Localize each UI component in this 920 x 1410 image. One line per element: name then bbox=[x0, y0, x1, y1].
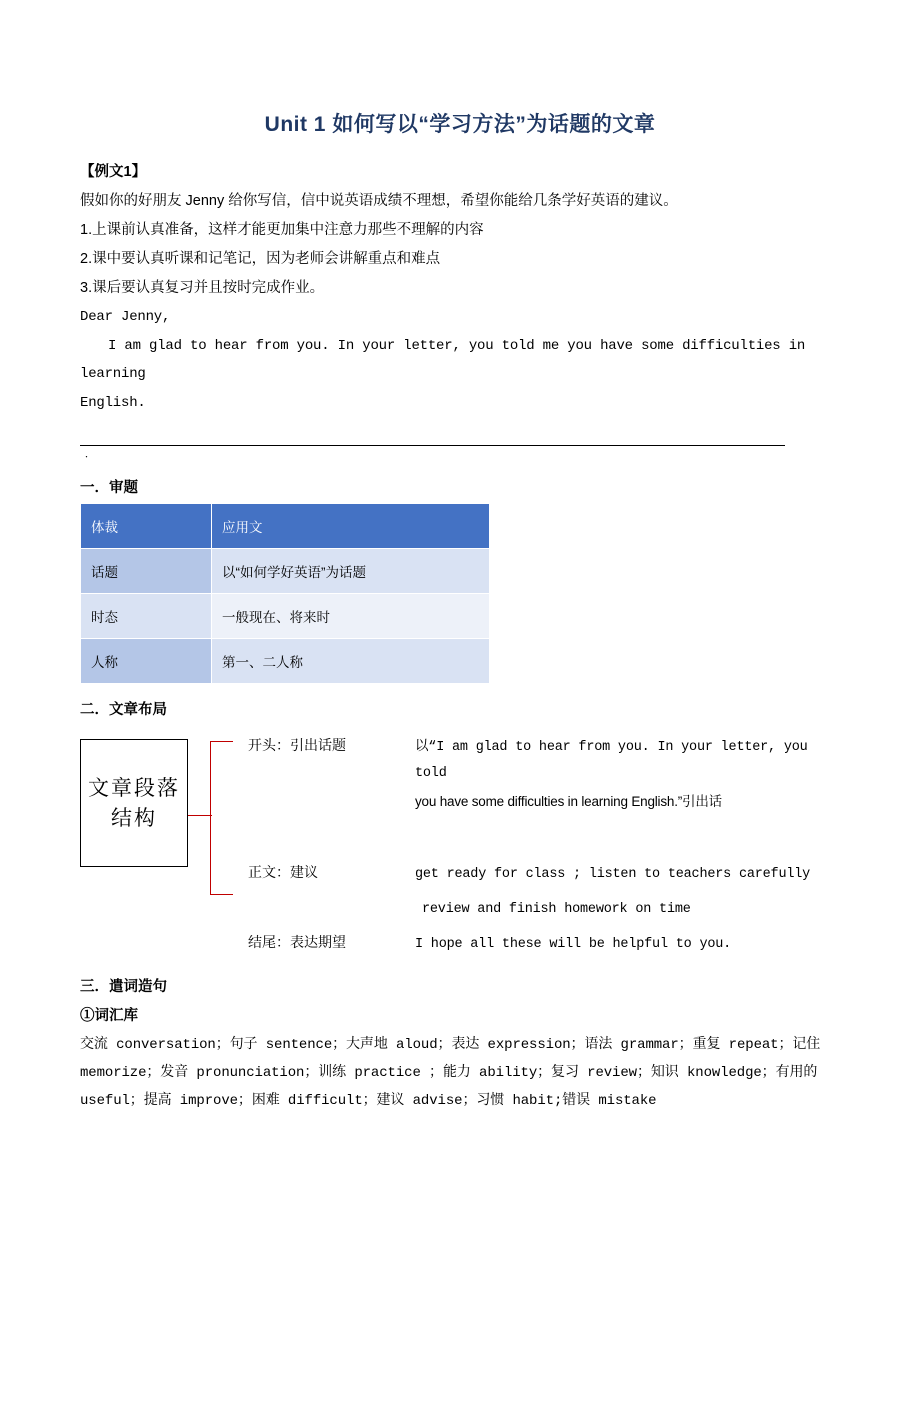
document-page bbox=[0, 108, 920, 1410]
section-two-heading: 二．文章布局 bbox=[80, 702, 167, 719]
table-cell-key: 人称 bbox=[81, 639, 212, 684]
structure-row-value-opening-1: 以“I am glad to hear from you. In your letter, you told bbox=[415, 740, 808, 781]
table-cell-key: 时态 bbox=[81, 594, 212, 639]
table-row bbox=[81, 549, 490, 594]
table-cell-value: 一般现在、将来时 bbox=[212, 594, 490, 639]
section-three-subheading: ①词汇库 bbox=[80, 1008, 138, 1025]
structure-row-value-body-1: get ready for class ; listen to teachers carefully bbox=[415, 867, 811, 883]
section-three-heading: 三．遣词造句 bbox=[80, 979, 167, 996]
table-cell-key: 体裁 bbox=[81, 504, 212, 549]
analysis-table bbox=[80, 503, 490, 684]
example-point-2: 2.课中要认真听课和记笔记，因为老师会讲解重点和难点 bbox=[80, 251, 441, 267]
letter-salutation: Dear Jenny, bbox=[80, 309, 171, 325]
table-row bbox=[81, 594, 490, 639]
structure-row-value-ending-1: I hope all these will be helpful to you. bbox=[415, 937, 732, 953]
table-cell-value: 以“如何学好英语”为话题 bbox=[212, 549, 490, 594]
page-title: Unit 1 如何写以“学习方法”为话题的文章 bbox=[264, 113, 656, 136]
structure-diagram bbox=[80, 727, 840, 953]
table-row bbox=[81, 504, 490, 549]
section-one-heading: 一．审题 bbox=[80, 480, 138, 497]
vocab-line-3: useful；提高 improve；困难 difficult；建议 advise；习惯 habit;错误 mistake bbox=[80, 1093, 657, 1110]
structure-box-label: 文章段落结构 bbox=[80, 739, 188, 867]
vocab-line-2: memorize；发音 pronunciation；训练 practice ；能力 ability；复习 review；知识 knowledge；有用的 bbox=[80, 1065, 818, 1082]
example-label: 【例文1】 bbox=[80, 164, 147, 180]
brace-stem bbox=[188, 815, 212, 816]
structure-row-label-ending: 结尾：表达期望 bbox=[248, 934, 346, 951]
trailing-mark: ﹒ bbox=[80, 446, 94, 462]
table-cell-value: 应用文 bbox=[212, 504, 490, 549]
structure-row-value-body-2: review and finish homework on time bbox=[422, 902, 691, 918]
table-cell-key: 话题 bbox=[81, 549, 212, 594]
brace-bracket bbox=[210, 741, 233, 895]
example-point-1: 1.上课前认真准备，这样才能更加集中注意力那些不理解的内容 bbox=[80, 222, 484, 238]
letter-body-line-2 bbox=[80, 389, 840, 446]
example-point-3: 3.课后要认真复习并且按时完成作业。 bbox=[80, 280, 325, 296]
blank-writing-line bbox=[80, 432, 785, 446]
example-prompt: 假如你的好朋友 Jenny 给你写信，信中说英语成绩不理想，希望你能给几条学好英语的建议。 bbox=[80, 193, 678, 209]
table-cell-value: 第一、二人称 bbox=[212, 639, 490, 684]
structure-row-label-body: 正文：建议 bbox=[248, 864, 318, 881]
letter-body-line-2-text: English. bbox=[80, 395, 146, 412]
structure-row-value-opening-2: you have some difficulties in learning English.”引出话 bbox=[415, 794, 722, 810]
table-row bbox=[81, 639, 490, 684]
vocab-line-1: 交流 conversation；句子 sentence；大声地 aloud；表达 expression；语法 grammar；重复 repeat；记住 bbox=[80, 1037, 821, 1054]
structure-row-label-opening: 开头：引出话题 bbox=[248, 737, 346, 754]
letter-body-line-1: I am glad to hear from you. In your letter, you told me you have some difficulties in learning bbox=[80, 337, 806, 383]
